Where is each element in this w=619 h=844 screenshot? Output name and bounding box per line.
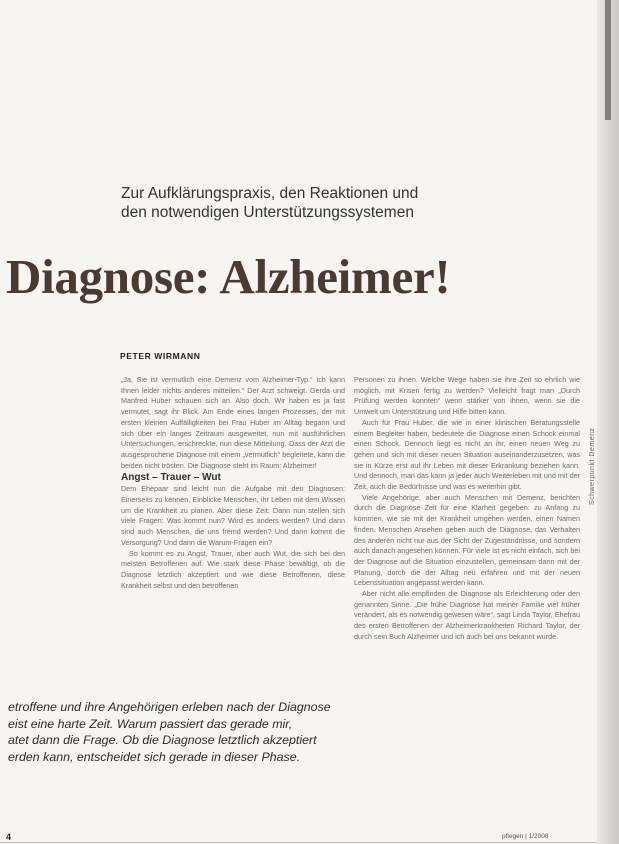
pull-quote — [8, 699, 353, 765]
pull-quote-line: eist eine harte Zeit. Warum passiert das gerade mir, — [8, 716, 293, 731]
pull-quote-line: etroffene und ihre Angehörigen erleben nach der Diagnose — [8, 700, 331, 714]
body-paragraph: Viele Angehörige, aber auch Menschen mit Demenz, berichten durch die Diagnose Zeit für eine Klarheit gegeben: zu Anfang zu kommen, wie sie mit der Krankheit umgehen werden, einen Namen finden. Menschen Ansehen geben auch die Diagnose, das Verhalten des anderen nicht nur aus der Sicht der Zugeständnisse, und sondern auch danach angesehen können. Für viele ist es nicht einfach, sich bei der Diagnose auf die Situation einzustellen, gemeinsam dann mit der Planung, durch die der Alltag neu erfahren und mit der neuen Lebenssituation angepasst werden kann. — [354, 492, 580, 588]
article-column-right — [354, 375, 580, 643]
page-edge — [597, 0, 619, 844]
journal-footer: pflegen | 1/2008 — [502, 833, 549, 840]
bottom-rule — [0, 842, 597, 843]
page-edge-shadow — [605, 0, 611, 120]
page-number: 4 — [6, 832, 12, 842]
body-paragraph: So kommt es zu Angst, Trauer, aber auch Wut, die sich bei den meisten Betroffenen auf. Wie stark diese Phase bewältigt, ob die Diagnose letztlich akzeptiert und wie diese Betroffenen, diese Krankheit selbst und den betroffenen — [121, 548, 345, 590]
author-byline: PETER WIRMANN — [120, 351, 201, 361]
pull-quote-line: atet dann die Frage. Ob die Diagnose letztlich akzeptiert — [8, 733, 317, 747]
body-paragraph: Auch für Frau Huber, die wie in einer klinischen Beratungsstelle einem Begleiter haben, bedeutete die Diagnose einen Schock einmal einen Schock. Dennoch liegt es nicht an ihr, einen neuen Weg zu gehen und sich mit dieser neuen Situation auseinanderzusetzen, was sie in Kürze erst auf ihr Leben mit dieser Erkrankung beziehen kann. Und dennoch, man das kann ja jeder auch Weiterleben mit und mit der Zeit, auch die Bedürfnisse und was es weiterhin gibt. — [354, 417, 580, 492]
article-headline: Diagnose: Alzheimer! — [6, 249, 451, 304]
subtitle-line: den notwendigen Unterstützungssystemen — [121, 204, 414, 221]
article-column-left — [121, 375, 345, 591]
section-heading: Angst – Trauer – Wut — [121, 472, 221, 484]
article-subtitle — [121, 184, 521, 222]
subtitle-line: Zur Aufklärungspraxis, den Reaktionen und — [121, 185, 419, 202]
body-paragraph: Aber nicht alle empfinden die Diagnose als Erleichterung oder den genannten Sinne. „Die frühe Diagnose hat meiner Familie viel früher verändert, als es notwendig gewesen wäre“, sagt Linda Taylor, Ehefrau des ersten Betroffenen der Alzheimerkrankheiten Richard Taylor, der durch sein Buch Alzheimer und ich auch bei uns bekannt wurde. — [354, 589, 580, 641]
body-paragraph: Dem Ehepaar sind leicht nun die Aufgabe mit den Diagnosen: Einerseits zu kennen, Einblicke Menschen, ihr Leben mit dem Wissen um die Krankheit zu planen. Aber diese Zeit: Dann nun stellen sich viele Fragen: Was kommt nun? Wird es anders werden? Und dann sind auch Menschen, die uns fremd werden? Und dann kommt die Versorgung? Und dann die Warum-Fragen ein? — [121, 484, 345, 547]
intro-paragraph: „Ja, Sie ist vermutlich eine Demenz vom Alzheimer-Typ.“ Ich kann Ihnen leider nichts anderes mitteilen.“ Der Arzt schweigt. Gerda und Manfred Huber schauen sich an. Also doch. Wir haben es ja fast vermutet, sagt ihr Blick. Am Ende eines langen Prozesses, der mit ersten kleinen Auffälligkeiten bei Frau Huber im Alltag begann und sich über ein langes Zeitraum ausgeweitet, nun mit ausführlichen Untersuchungen, erschreckte, nun diese Mitteilung. Dass der Arzt die ausgesprochene Diagnose mit einem „vermutlich“ begleitete, kann die beiden nicht trösten. Die Diagnose steht im Raum: Alzheimer! — [121, 375, 345, 470]
pull-quote-line: erden kann, entscheidet sich gerade in dieser Phase. — [8, 749, 301, 764]
body-paragraph: Personen zu ihnen. Welche Wege haben sie ihre Zeit so ehrlich wie möglich, mit Krisen fertig zu werden? Vielleicht fragt man „Durch Prüfung werden konnten“ wenn stärker von ihnen, wenn sie die Umwelt um Unterstützung und Hilfe bitten kann. — [354, 375, 580, 417]
section-side-label: Schwerpunkt Demenz — [589, 427, 596, 505]
